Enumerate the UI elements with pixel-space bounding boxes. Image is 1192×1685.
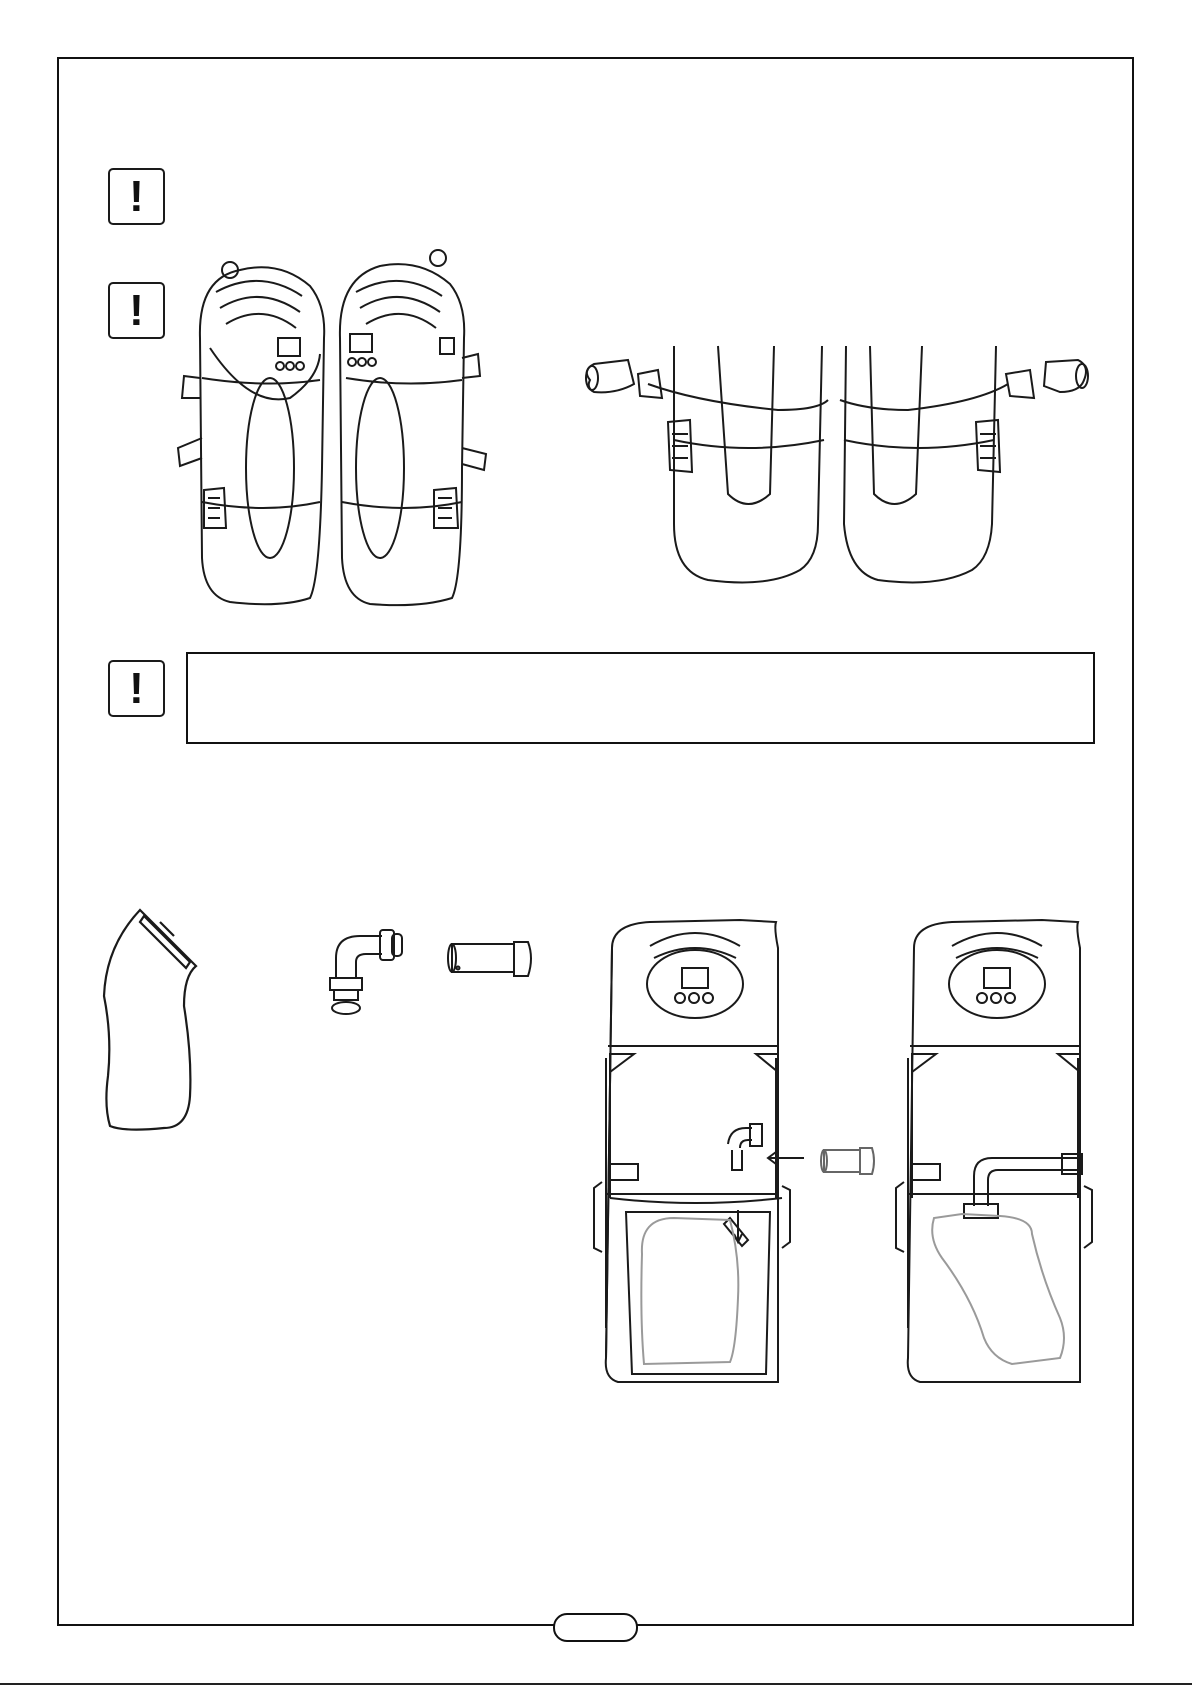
vacuum-unit-bottom-right	[840, 346, 1034, 582]
warning-icon: !	[108, 168, 165, 225]
warning-icon: !	[108, 282, 165, 339]
elbow-connector-illustration	[326, 928, 410, 1024]
loose-tube	[821, 1148, 874, 1174]
filter-bag-illustration	[104, 906, 204, 1134]
illustration-units-pair	[170, 258, 510, 608]
page-number-tab	[553, 1613, 638, 1642]
warning-icon: !	[108, 660, 165, 717]
inlet-cap-right	[1044, 360, 1088, 392]
vacuum-unit-left	[178, 262, 324, 604]
note-box	[186, 652, 1095, 744]
inlet-cap-left	[586, 360, 634, 392]
vacuum-unit-right	[340, 250, 486, 605]
unit-cutaway-before	[590, 918, 880, 1386]
vacuum-unit-bottom-left	[638, 346, 828, 582]
unit-cutaway-after	[892, 918, 1092, 1386]
illustration-units-inlets	[578, 344, 1098, 594]
straight-tube-illustration	[448, 938, 534, 980]
